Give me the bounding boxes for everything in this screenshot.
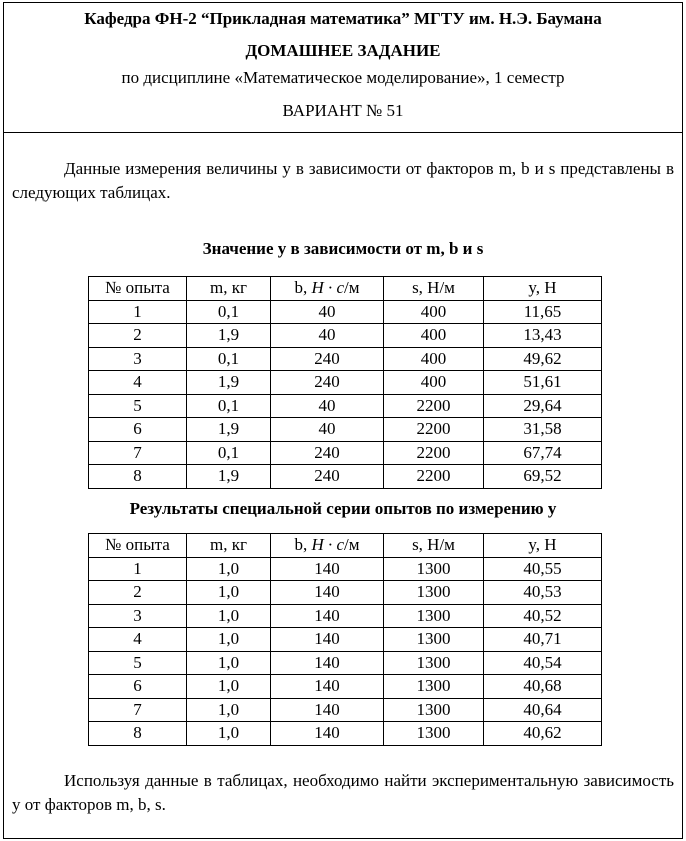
conclusion-paragraph: Используя данные в таблицах, необходимо найти экспериментальную зависимость y от факторов m, b, s. bbox=[12, 771, 674, 814]
col-s: s, Н/м bbox=[384, 534, 484, 558]
table-row bbox=[89, 347, 602, 371]
table-cell: 0,1 bbox=[187, 394, 271, 418]
col-m: m, кг bbox=[187, 534, 271, 558]
header-row bbox=[89, 277, 602, 301]
document-frame bbox=[3, 2, 683, 839]
table-cell: 40,54 bbox=[484, 651, 602, 675]
table-cell: 51,61 bbox=[484, 371, 602, 395]
col-y: y, Н bbox=[484, 534, 602, 558]
table-cell: 40,71 bbox=[484, 628, 602, 652]
variant-line: ВАРИАНТ № 51 bbox=[282, 101, 404, 120]
table-cell: 0,1 bbox=[187, 300, 271, 324]
table-cell: 1300 bbox=[384, 557, 484, 581]
table-cell: 2200 bbox=[384, 418, 484, 442]
header-row bbox=[89, 534, 602, 558]
table-cell: 1,9 bbox=[187, 371, 271, 395]
col-b-unit: H · c bbox=[311, 535, 345, 555]
table-cell: 69,52 bbox=[484, 465, 602, 489]
table-cell: 31,58 bbox=[484, 418, 602, 442]
col-b-label: b, bbox=[294, 535, 312, 555]
table-cell: 40,55 bbox=[484, 557, 602, 581]
table-cell: 5 bbox=[89, 394, 187, 418]
table-cell: 40 bbox=[271, 394, 384, 418]
table-cell: 40,62 bbox=[484, 722, 602, 746]
table-cell: 1,0 bbox=[187, 722, 271, 746]
table-cell: 40 bbox=[271, 418, 384, 442]
col-b-unit-tail: /м bbox=[344, 278, 360, 298]
table-cell: 29,64 bbox=[484, 394, 602, 418]
table-row bbox=[89, 604, 602, 628]
document-title: ДОМАШНЕЕ ЗАДАНИЕ bbox=[245, 41, 441, 60]
table-cell: 6 bbox=[89, 418, 187, 442]
table2-title: Результаты специальной серии опытов по измерению y bbox=[129, 499, 557, 518]
table-row bbox=[89, 698, 602, 722]
table-cell: 240 bbox=[271, 347, 384, 371]
table-row bbox=[89, 581, 602, 605]
table-cell: 140 bbox=[271, 628, 384, 652]
table-cell: 8 bbox=[89, 722, 187, 746]
table-cell: 67,74 bbox=[484, 441, 602, 465]
table-cell: 140 bbox=[271, 651, 384, 675]
table-cell: 1,0 bbox=[187, 698, 271, 722]
table-cell: 4 bbox=[89, 628, 187, 652]
table-cell: 1 bbox=[89, 557, 187, 581]
table-cell: 3 bbox=[89, 604, 187, 628]
table-cell: 11,65 bbox=[484, 300, 602, 324]
document-header bbox=[4, 3, 682, 133]
table-cell: 1300 bbox=[384, 628, 484, 652]
table-row bbox=[89, 441, 602, 465]
table-cell: 6 bbox=[89, 675, 187, 699]
table-row bbox=[89, 651, 602, 675]
table-cell: 5 bbox=[89, 651, 187, 675]
table-cell: 400 bbox=[384, 371, 484, 395]
table-row bbox=[89, 465, 602, 489]
col-y: y, Н bbox=[484, 277, 602, 301]
col-b-label: b, bbox=[294, 278, 312, 298]
table-cell: 140 bbox=[271, 604, 384, 628]
col-b bbox=[271, 534, 384, 558]
table-cell: 2200 bbox=[384, 465, 484, 489]
table-cell: 140 bbox=[271, 581, 384, 605]
table-cell: 1,9 bbox=[187, 465, 271, 489]
table-cell: 2200 bbox=[384, 394, 484, 418]
table1-title: Значение y в зависимости от m, b и s bbox=[202, 239, 484, 258]
table-cell: 4 bbox=[89, 371, 187, 395]
table-cell: 1,0 bbox=[187, 604, 271, 628]
department-line: Кафедра ФН-2 “Прикладная математика” МГТУ им. Н.Э. Баумана bbox=[84, 9, 602, 28]
table-cell: 40,53 bbox=[484, 581, 602, 605]
table-cell: 140 bbox=[271, 722, 384, 746]
table-cell: 49,62 bbox=[484, 347, 602, 371]
table-cell: 140 bbox=[271, 675, 384, 699]
table-cell: 400 bbox=[384, 324, 484, 348]
table-row bbox=[89, 324, 602, 348]
table-cell: 0,1 bbox=[187, 441, 271, 465]
table-cell: 7 bbox=[89, 698, 187, 722]
table-row bbox=[89, 418, 602, 442]
table-cell: 1,0 bbox=[187, 651, 271, 675]
discipline-line: по дисциплине «Математическое моделирование», 1 семестр bbox=[121, 68, 565, 87]
table-row bbox=[89, 300, 602, 324]
table-cell: 1300 bbox=[384, 675, 484, 699]
table-cell: 1,9 bbox=[187, 418, 271, 442]
table-cell: 40,64 bbox=[484, 698, 602, 722]
table-cell: 2200 bbox=[384, 441, 484, 465]
table-cell: 1300 bbox=[384, 651, 484, 675]
col-number: № опыта bbox=[89, 277, 187, 301]
col-m: m, кг bbox=[187, 277, 271, 301]
table-cell: 0,1 bbox=[187, 347, 271, 371]
col-number: № опыта bbox=[89, 534, 187, 558]
col-b-unit: H · c bbox=[311, 278, 345, 298]
table-cell: 1300 bbox=[384, 698, 484, 722]
table-row bbox=[89, 675, 602, 699]
col-b-unit-tail: /м bbox=[344, 535, 360, 555]
table-cell: 240 bbox=[271, 441, 384, 465]
table-cell: 1,0 bbox=[187, 675, 271, 699]
intro-paragraph: Данные измерения величины y в зависимости от факторов m, b и s представлены в следующих таблицах. bbox=[12, 159, 674, 202]
table-cell: 40 bbox=[271, 300, 384, 324]
table-cell: 3 bbox=[89, 347, 187, 371]
table-cell: 400 bbox=[384, 300, 484, 324]
table-cell: 1,0 bbox=[187, 581, 271, 605]
col-b bbox=[271, 277, 384, 301]
table-cell: 1,0 bbox=[187, 628, 271, 652]
table-cell: 2 bbox=[89, 324, 187, 348]
table-cell: 2 bbox=[89, 581, 187, 605]
table2 bbox=[88, 533, 602, 746]
table-cell: 140 bbox=[271, 698, 384, 722]
table-row bbox=[89, 557, 602, 581]
table-row bbox=[89, 394, 602, 418]
table-cell: 1300 bbox=[384, 581, 484, 605]
table-cell: 240 bbox=[271, 371, 384, 395]
table-cell: 140 bbox=[271, 557, 384, 581]
table-row bbox=[89, 628, 602, 652]
table-cell: 400 bbox=[384, 347, 484, 371]
table-cell: 1300 bbox=[384, 604, 484, 628]
table-cell: 40 bbox=[271, 324, 384, 348]
table-cell: 7 bbox=[89, 441, 187, 465]
table-cell: 1300 bbox=[384, 722, 484, 746]
table-cell: 40,68 bbox=[484, 675, 602, 699]
table-cell: 1,0 bbox=[187, 557, 271, 581]
table1 bbox=[88, 276, 602, 489]
table-cell: 240 bbox=[271, 465, 384, 489]
table-cell: 13,43 bbox=[484, 324, 602, 348]
table-cell: 1 bbox=[89, 300, 187, 324]
table-cell: 1,9 bbox=[187, 324, 271, 348]
table-cell: 40,52 bbox=[484, 604, 602, 628]
table-row bbox=[89, 722, 602, 746]
col-s: s, Н/м bbox=[384, 277, 484, 301]
table-cell: 8 bbox=[89, 465, 187, 489]
table-row bbox=[89, 371, 602, 395]
